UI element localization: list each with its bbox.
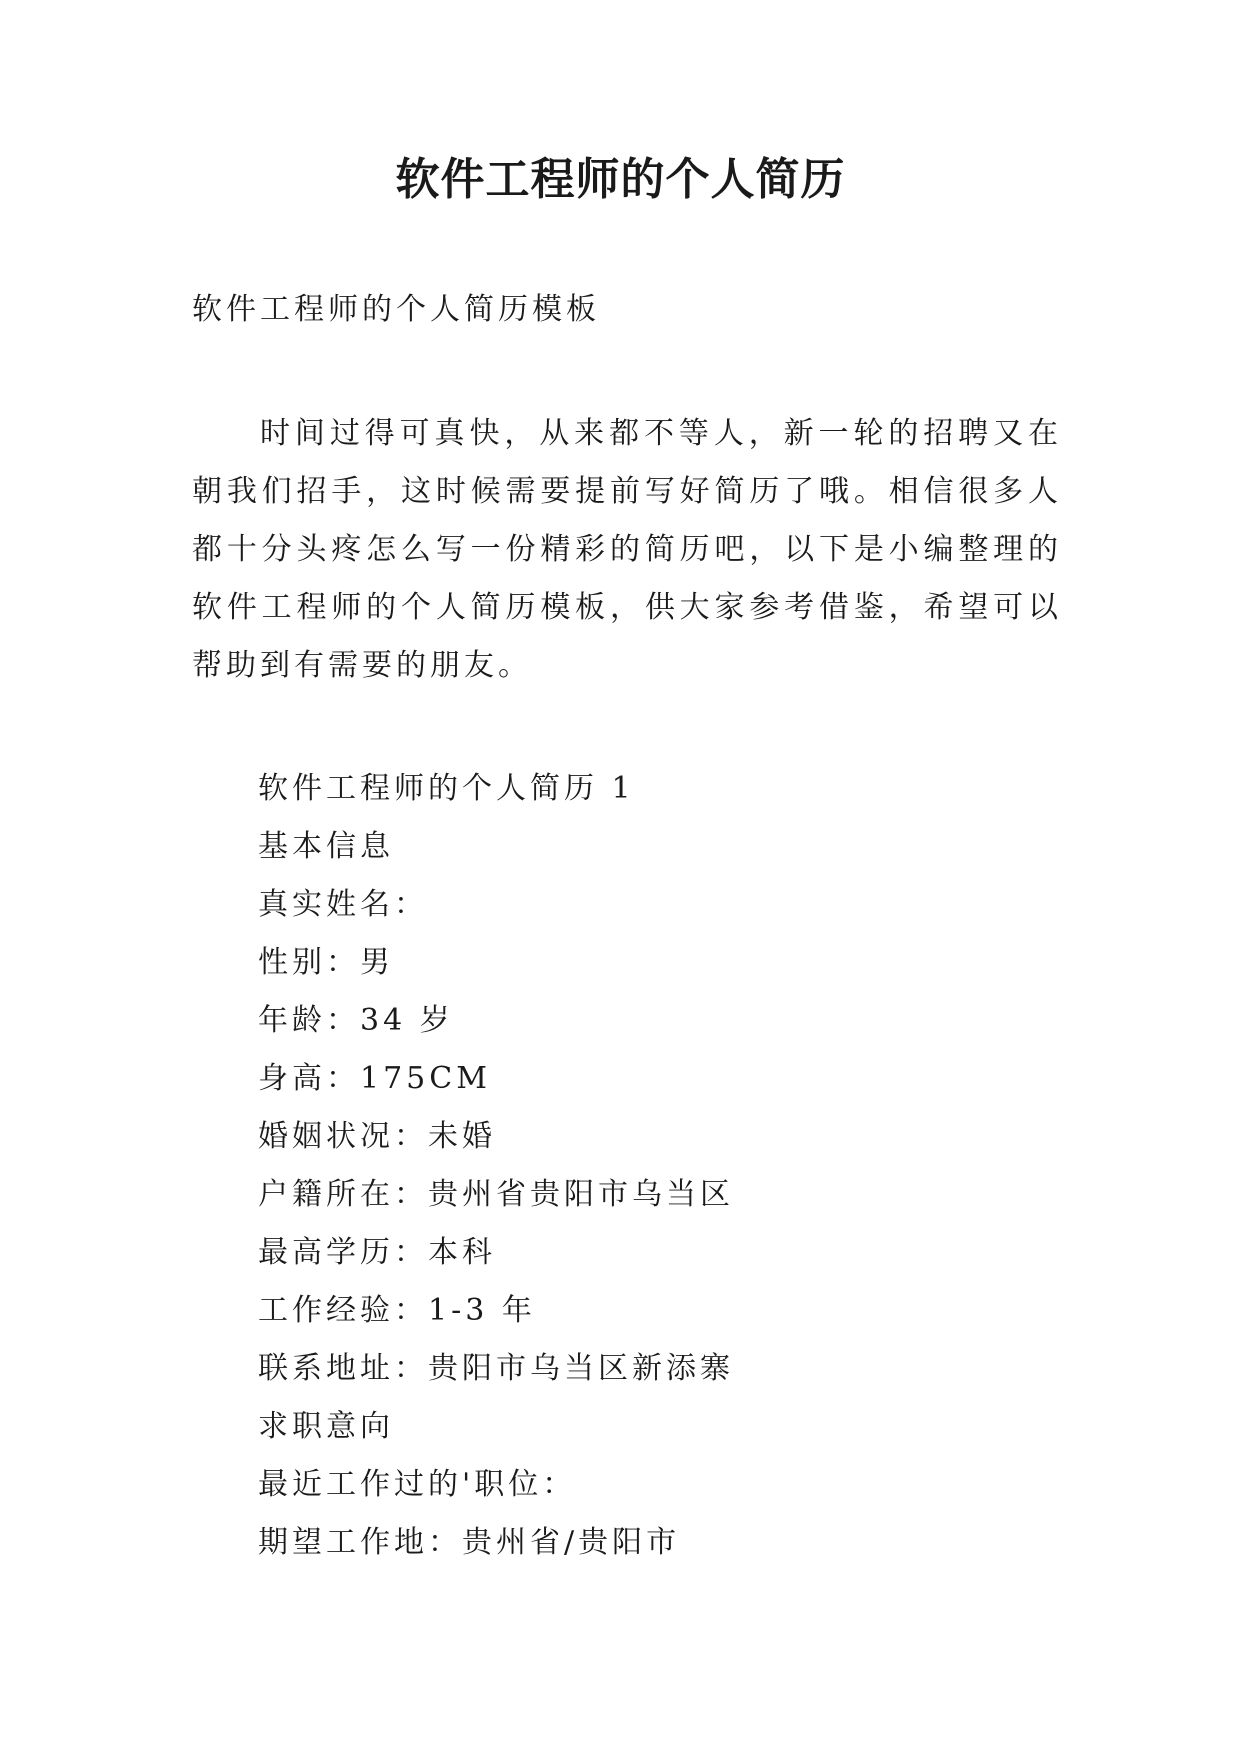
section-basic-info: 基本信息 [258,829,394,864]
field-gender: 性别：男 [258,945,394,980]
intro-paragraph: 时间过得可真快，从来都不等人，新一轮的招聘又在朝我们招手，这时候需要提前写好简历了哦。相信很多人都十分头疼怎么写一份精彩的简历吧，以下是小编整理的软件工程师的个人简历模板，供大家参考借鉴，希望可以帮助到有需要的朋友。 [192,416,1062,683]
section-job-intention: 求职意向 [258,1409,394,1444]
field-age: 年龄：34 岁 [258,1003,454,1038]
field-height: 身高：175CM [258,1061,491,1096]
field-contact-address: 联系地址：贵阳市乌当区新添寨 [258,1351,734,1386]
resume-heading: 软件工程师的个人简历 1 [258,771,635,806]
resume-info-list [258,760,734,1572]
field-real-name: 真实姓名： [258,887,428,922]
field-marital-status: 婚姻状况：未婚 [258,1119,496,1154]
field-work-experience: 工作经验：1-3 年 [258,1293,536,1328]
page-title: 软件工程师的个人简历 [395,154,846,205]
field-household-registration: 户籍所在：贵州省贵阳市乌当区 [258,1177,734,1212]
document-subtitle: 软件工程师的个人简历模板 [192,292,600,327]
field-education: 最高学历：本科 [258,1235,496,1270]
field-desired-location: 期望工作地：贵州省/贵阳市 [258,1525,681,1560]
field-recent-position: 最近工作过的'职位： [258,1467,577,1502]
